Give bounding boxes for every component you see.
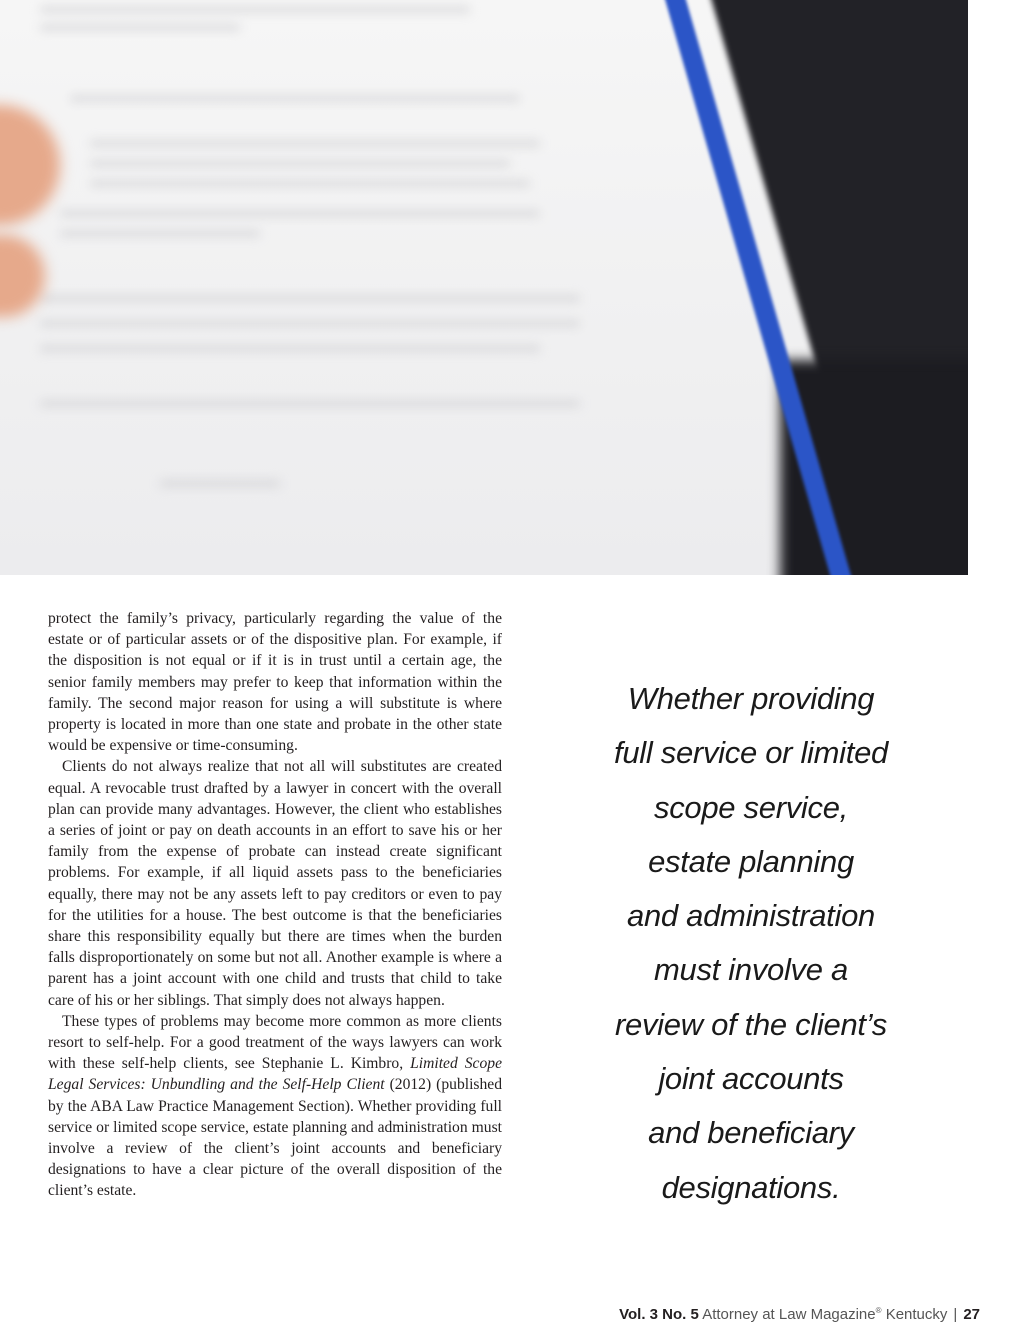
- pull-quote-line: and administration: [627, 898, 875, 934]
- paragraph: [48, 756, 502, 1010]
- pull-quote-line: scope service,: [654, 789, 848, 825]
- book-title: Limited Scope Legal Services: Unbundling and the Self-Help Client: [48, 1055, 502, 1094]
- article-body: [48, 608, 502, 1202]
- issue-number: Vol. 3 No. 5: [619, 1306, 699, 1323]
- footer-separator: |: [953, 1306, 958, 1323]
- paragraph-text: protect the family’s privacy, particularly regarding the value of the estate or of particular assets or of the dispositive plan. For example, if the disposition is not equal or if it is in trust until a certain age, the senior family members may prefer to keep that information within the family. The second major reason for using a will substitute is where property is located in more than one state and probate in the other state would be expensive or time-consuming.: [48, 610, 502, 755]
- magazine-name: [702, 1306, 947, 1323]
- pull-quote-line: full service or limited: [614, 735, 888, 771]
- pull-quote-line: review of the client’s: [615, 1006, 887, 1042]
- pull-quote-line: estate planning: [648, 843, 854, 879]
- paragraph-text: Clients do not always realize that not all will substitutes are created equal. A revocable trust drafted by a lawyer in concert with the overall plan can provide many advantages. However, the client who establishes a series of joint or pay on death accounts in an effort to save his or her family from the expense of probate can instead create significant problems. For example, if all liquid assets pass to the beneficiaries equally, there may not be any assets left to pay creditors or even to pay for the utilities for a house. The best outcome is that the beneficiaries share this responsibility equally but there are times when the burden falls disproportionately on some but not all. Another example is where a parent has a joint account with one child and trusts that child to take care of his or her siblings. That simply does not always happen.: [48, 758, 502, 1009]
- paragraph-text: These types of problems may become more common as more clients resort to self-help. For a good treatment of the ways lawyers can work with these self-help clients, see Stephanie L. Kimbro,: [48, 1012, 502, 1073]
- edition-name: Kentucky: [885, 1306, 948, 1323]
- pull-quote: [570, 672, 932, 1215]
- registered-mark: ®: [875, 1306, 882, 1315]
- page-footer: [619, 1306, 980, 1323]
- paragraph: [48, 608, 502, 756]
- magazine-title: Attorney at Law Magazine: [702, 1306, 876, 1323]
- paragraph: [48, 1011, 502, 1202]
- pull-quote-line: designations.: [661, 1169, 841, 1205]
- hero-photo: [0, 0, 968, 575]
- pull-quote-line: Whether providing: [627, 681, 875, 716]
- pull-quote-line: joint accounts: [658, 1061, 844, 1097]
- pull-quote-line: and beneficiary: [648, 1115, 854, 1151]
- page-number: 27: [963, 1306, 980, 1323]
- pull-quote-line: must involve a: [654, 952, 848, 988]
- paragraph-text: (2012) (published by the ABA Law Practice Management Section). Whether providing full service or limited scope service, estate planning and administration must involve a review of the client’s joint accounts and beneficiary designations to have a clear picture of the overall disposition of the client’s estate.: [48, 1076, 502, 1200]
